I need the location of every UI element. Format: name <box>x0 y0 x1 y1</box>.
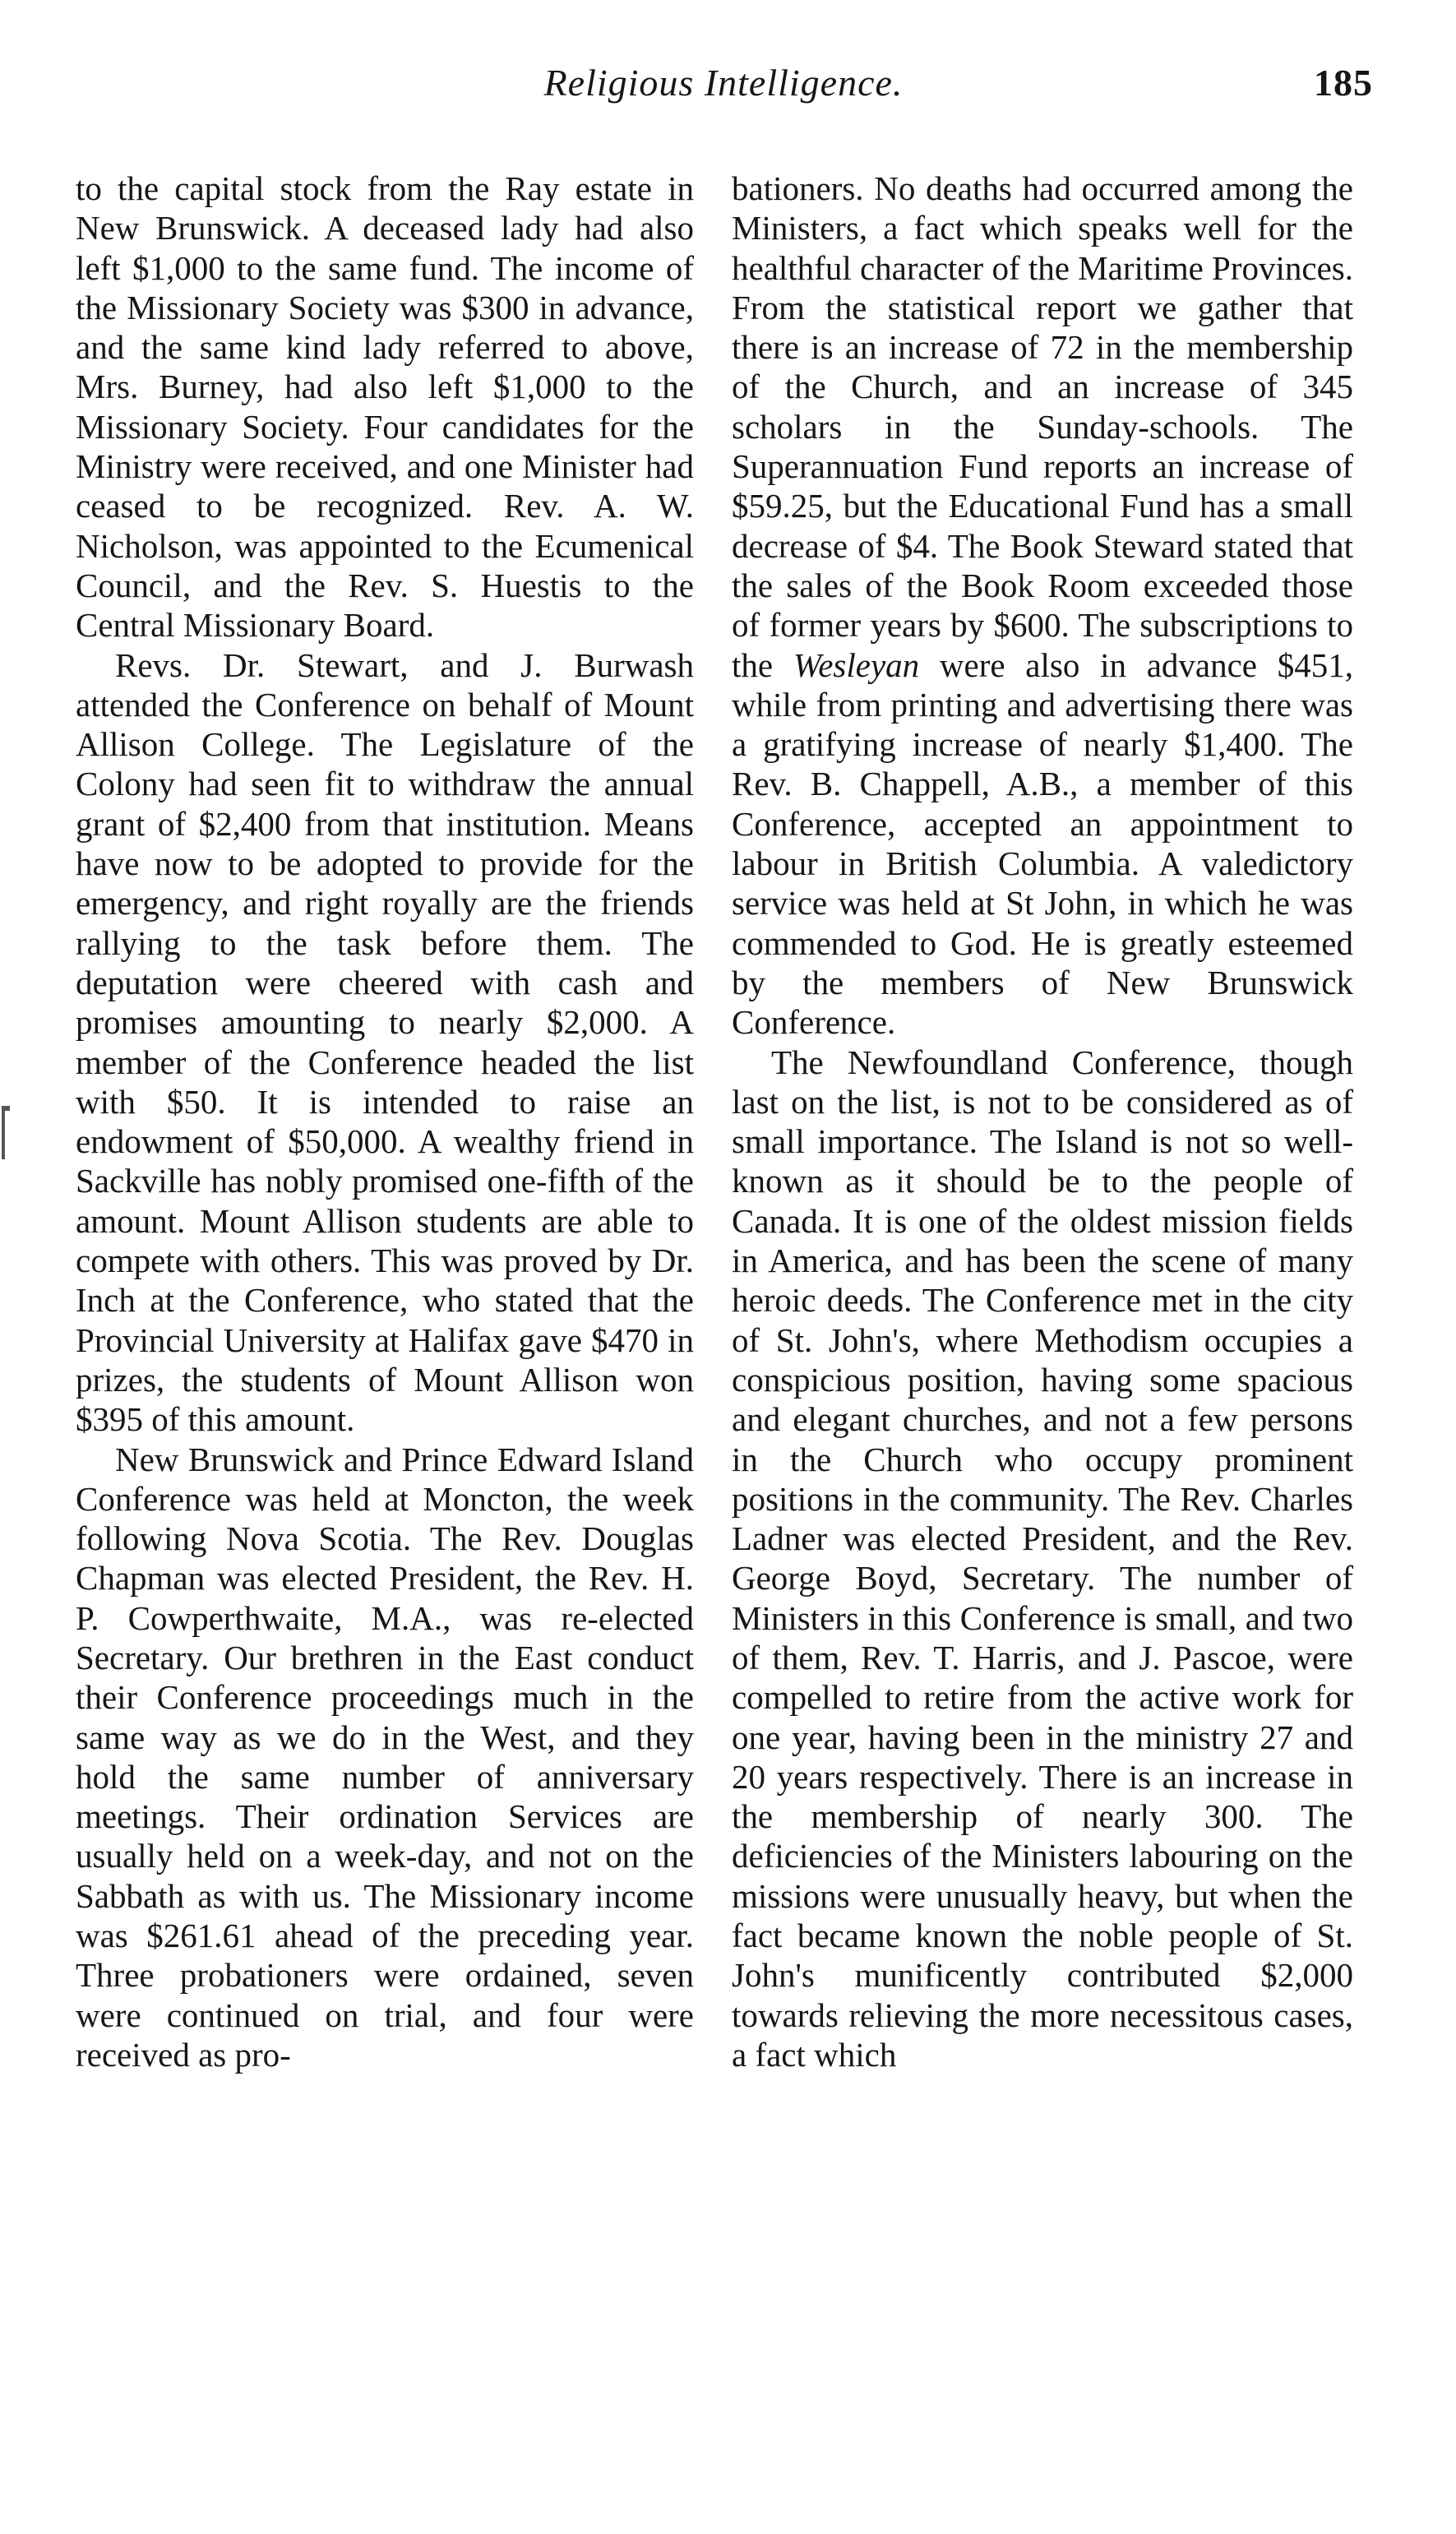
page-number: 185 <box>1314 62 1373 104</box>
scan-edge-mark <box>2 1110 5 1159</box>
running-title: Religious Intelligence. <box>543 62 904 104</box>
paragraph-text: bationers. No deaths had occurred among the Ministers, a fact which speaks well for the healthful character of the Maritime Provinces. From the statistical report we gather that there is an increase of 72 in the membership of the Church, and an increase of 345 scholars in the Sunday-schools. The Superannuation Fund reports an increase of $59.25, but the Educational Fund has a small decrease of $4. The Book Steward stated that the sales of the Book Room exceeded those of former years by $600. The subscriptions to the <box>732 169 1353 684</box>
scan-edge-mark <box>2 1106 10 1111</box>
paragraph: The Newfoundland Conference, though last on the list, is not to be considered as of small importance. The Island is not so well-known as it should be to the people of Canada. It is one of the oldest mission fields in America, and has been the scene of many heroic deeds. The Conference met in the city of St. John's, where Methodism occupies a conspicious position, having some spacious and elegant churches, and not a few persons in the Church who occupy prominent positions in the community. The Rev. Charles Ladner was elected President, and the Rev. George Boyd, Secretary. The number of Ministers in this Conference is small, and two of them, Rev. T. Harris, and J. Pascoe, were compelled to retire from the active work for one year, having been in the ministry 27 and 20 years respectively. There is an increase in the membership of nearly 300. The deficiencies of the Ministers labouring on the missions were unusually heavy, but when the fact became known the noble people of St. John's munificently contributed $2,000 towards relieving the more necessitous cases, a fact which <box>732 1043 1353 2074</box>
periodical-title: Wesleyan <box>793 645 920 684</box>
running-head <box>74 61 1373 118</box>
right-column <box>732 169 1353 2074</box>
paragraph-text: were also in advance $451, while from printing and advertising there was a gratifying increase of nearly $1,400. The Rev. B. Chappell, A.B., a member of this Conference, accepted an appointment to labour in British Columbia. A valedictory service was held at St John, in which he was commended to God. He is greatly esteemed by the members of New Brunswick Conference. <box>732 645 1353 1042</box>
paragraph: to the capital stock from the Ray estate in New Brunswick. A deceased lady had also left $1,000 to the same fund. The income of the Missionary Society was $300 in advance, and the same kind lady referred to above, Mrs. Burney, had also left $1,000 to the Missionary Society. Four candidates for the Ministry were received, and one Minister had ceased to be recognized. Rev. A. W. Nicholson, was appointed to the Ecumenical Council, and the Rev. S. Huestis to the Central Missionary Board. <box>76 169 694 645</box>
paragraph: Revs. Dr. Stewart, and J. Burwash attended the Conference on behalf of Mount Allison College. The Legislature of the Colony had seen fit to withdraw the annual grant of $2,400 from that institution. Means have now to be adopted to provide for the emergency, and right royally are the friends rallying to the task before them. The deputation were cheered with cash and promises amounting to nearly $2,000. A member of the Conference headed the list with $50. It is intended to raise an endowment of $50,000. A wealthy friend in Sackville has nobly promised one-fifth of the amount. Mount Allison students are able to compete with others. This was proved by Dr. Inch at the Conference, who stated that the Provincial University at Halifax gave $470 in prizes, the students of Mount Allison won $395 of this amount. <box>76 645 694 1439</box>
left-column <box>76 169 694 2074</box>
paragraph: New Brunswick and Prince Edward Island Conference was held at Moncton, the week following Nova Scotia. The Rev. Douglas Chapman was elected President, the Rev. H. P. Cowperthwaite, M.A., was re-elected Secretary. Our brethren in the East conduct their Conference proceedings much in the same way as we do in the West, and they hold the same number of anniversary meetings. Their ordination Services are usually held on a week-day, and not on the Sabbath as with us. The Missionary income was $261.61 ahead of the preceding year. Three probationers were ordained, seven were continued on trial, and four were received as pro- <box>76 1440 694 2074</box>
paragraph <box>732 169 1353 1043</box>
